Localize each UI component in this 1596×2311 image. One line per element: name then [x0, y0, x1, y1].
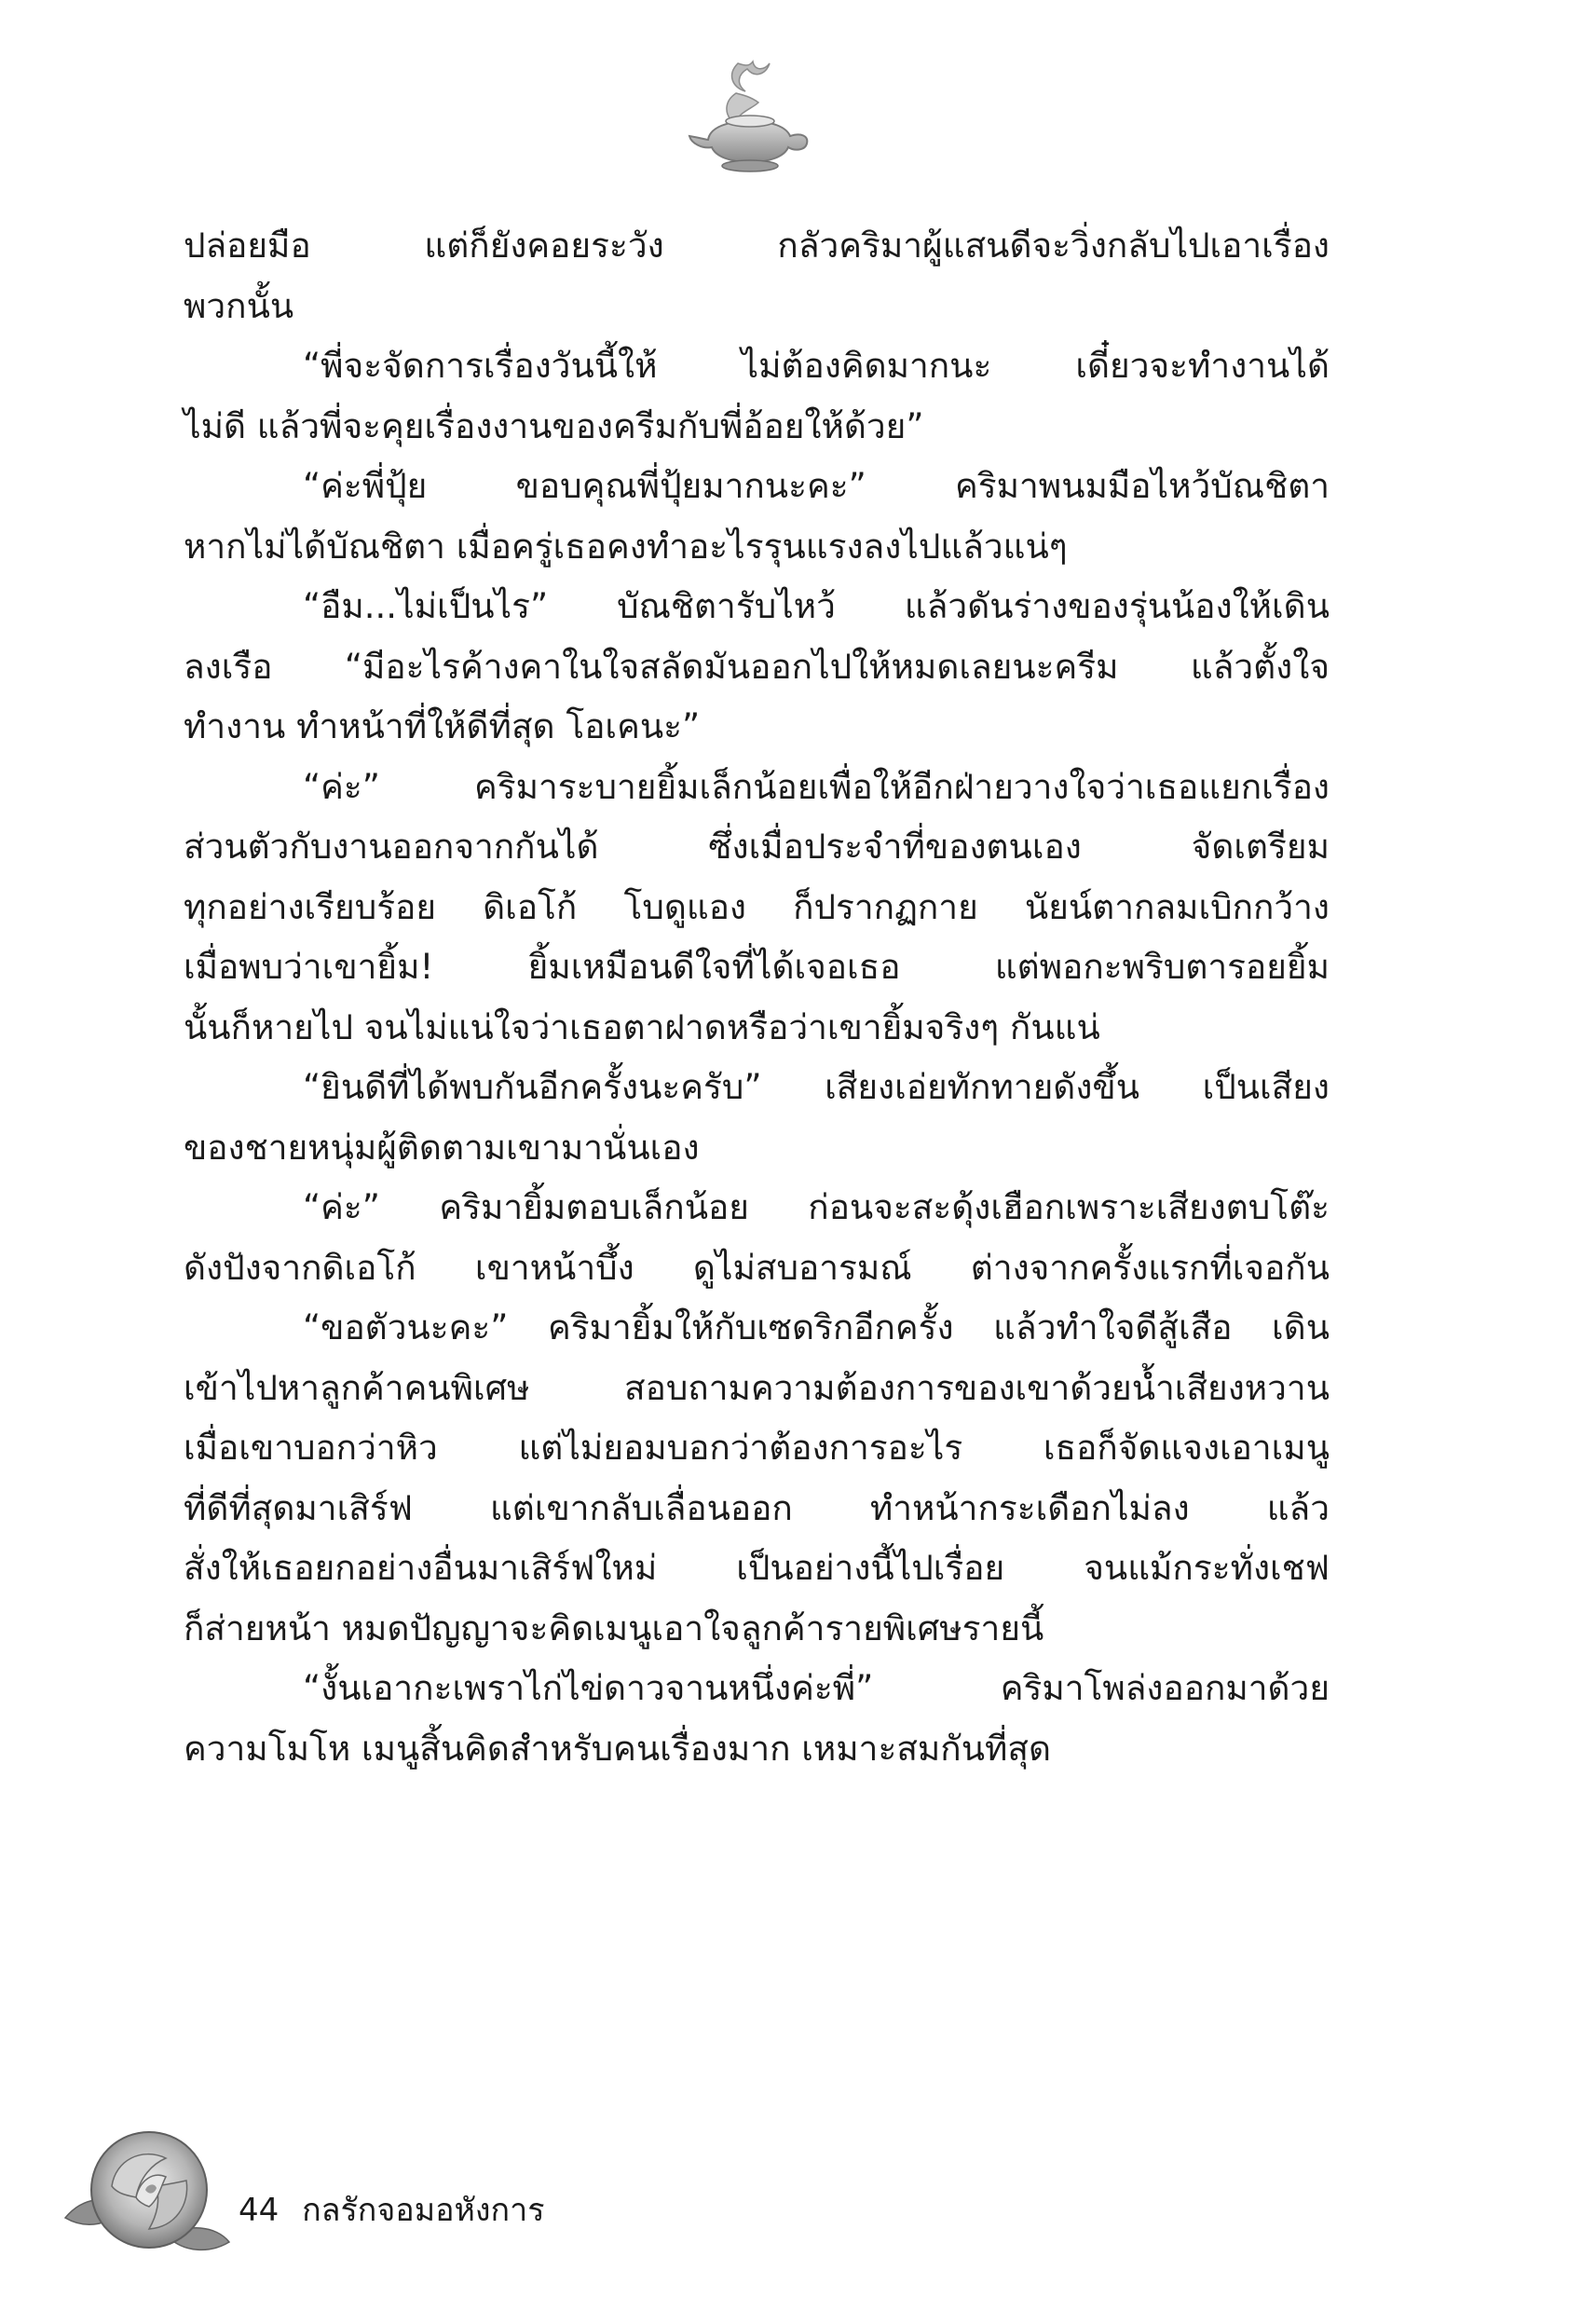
- text-line: “ค่ะ” คริมายิ้มตอบเล็กน้อย ก่อนจะสะดุ้งเฮือกเพราะเสียงตบโต๊ะ: [303, 1187, 1330, 1227]
- text-line: นั้นก็หายไป จนไม่แน่ใจว่าเธอตาฝาดหรือว่าเขายิ้มจริงๆ กันแน่: [184, 1006, 1100, 1047]
- page-footer: [0, 2106, 1596, 2311]
- book-title: กลรักจอมอหังการ: [302, 2192, 545, 2229]
- genie-lamp-icon: [680, 47, 820, 186]
- text-line: “ยินดีที่ได้พบกันอีกครั้งนะครับ” เสียงเอ่ยทักทายดังขึ้น เป็นเสียง: [303, 1067, 1330, 1107]
- text-line: ที่ดีที่สุดมาเสิร์ฟ แต่เขากลับเลื่อนออก ทำหน้ากระเดือกไม่ลง แล้ว: [184, 1487, 1330, 1528]
- text-line: ส่วนตัวกับงานออกจากกันได้ ซึ่งเมื่อประจำที่ของตนเอง จัดเตรียม: [184, 827, 1330, 867]
- text-line: “ขอตัวนะคะ” คริมายิ้มให้กับเซดริกอีกครั้ง แล้วทำใจดีสู้เสือ เดิน: [303, 1307, 1330, 1347]
- text-line: เข้าไปหาลูกค้าคนพิเศษ สอบถามความต้องการของเขาด้วยน้ำเสียงหวาน: [184, 1367, 1330, 1408]
- rose-icon: [56, 2106, 242, 2274]
- text-line: หากไม่ได้บัณชิตา เมื่อครู่เธอคงทำอะไรรุนแรงลงไปแล้วแน่ๆ: [184, 526, 1068, 567]
- page-number: 44: [239, 2192, 280, 2229]
- text-line: “ค่ะ” คริมาระบายยิ้มเล็กน้อยเพื่อให้อีกฝ่ายวางใจว่าเธอแยกเรื่อง: [303, 766, 1330, 807]
- text-line: ดังปังจากดิเอโก้ เขาหน้าบึ้ง ดูไม่สบอารมณ์ ต่างจากครั้งแรกที่เจอกัน: [184, 1247, 1330, 1288]
- text-line: ทำงาน ทำหน้าที่ให้ดีที่สุด โอเคนะ”: [184, 706, 701, 746]
- text-line: เมื่อพบว่าเขายิ้ม! ยิ้มเหมือนดีใจที่ได้เจอเธอ แต่พอกะพริบตารอยยิ้ม: [184, 947, 1330, 987]
- text-line: “พี่จะจัดการเรื่องวันนี้ให้ ไม่ต้องคิดมากนะ เดี๋ยวจะทำงานได้: [303, 346, 1330, 386]
- text-line: “ค่ะพี่ปุ้ย ขอบคุณพี่ปุ้ยมากนะคะ” คริมาพนมมือไหว้บัณชิตา: [303, 466, 1330, 506]
- text-line: “อืม...ไม่เป็นไร” บัณชิตารับไหว้ แล้วดันร่างของรุ่นน้องให้เดิน: [303, 586, 1330, 626]
- text-line: สั่งให้เธอยกอย่างอื่นมาเสิร์ฟใหม่ เป็นอย่างนี้ไปเรื่อย จนแม้กระทั่งเชฟ: [184, 1548, 1330, 1588]
- text-line: ลงเรือ “มีอะไรค้างคาในใจสลัดมันออกไปให้หมดเลยนะครีม แล้วตั้งใจ: [184, 646, 1330, 687]
- text-line: “งั้นเอากะเพราไก่ไข่ดาวจานหนึ่งค่ะพี่” คริมาโพล่งออกมาด้วย: [303, 1668, 1330, 1708]
- text-line: เมื่อเขาบอกว่าหิว แต่ไม่ยอมบอกว่าต้องการอะไร เธอก็จัดแจงเอาเมนู: [184, 1428, 1330, 1468]
- text-line: ปล่อยมือ แต่ก็ยังคอยระวัง กลัวคริมาผู้แสนดีจะวิ่งกลับไปเอาเรื่อง: [184, 226, 1330, 266]
- text-line: พวกนั้น: [184, 285, 294, 326]
- body-text: [184, 216, 1330, 1779]
- text-line: ก็ส่ายหน้า หมดปัญญาจะคิดเมนูเอาใจลูกค้ารายพิเศษรายนี้: [184, 1607, 1044, 1648]
- text-line: ไม่ดี แล้วพี่จะคุยเรื่องงานของครีมกับพี่อ้อยให้ด้วย”: [184, 405, 924, 446]
- page-folio: [239, 2192, 557, 2229]
- text-line: ทุกอย่างเรียบร้อย ดิเอโก้ โบดูแอง ก็ปรากฏกาย นัยน์ตากลมเบิกกว้าง: [184, 886, 1330, 927]
- text-line: ของชายหนุ่มผู้ติดตามเขามานั่นเอง: [184, 1127, 700, 1168]
- text-line: ความโมโห เมนูสิ้นคิดสำหรับคนเรื่องมาก เหมาะสมกันที่สุด: [184, 1728, 1051, 1769]
